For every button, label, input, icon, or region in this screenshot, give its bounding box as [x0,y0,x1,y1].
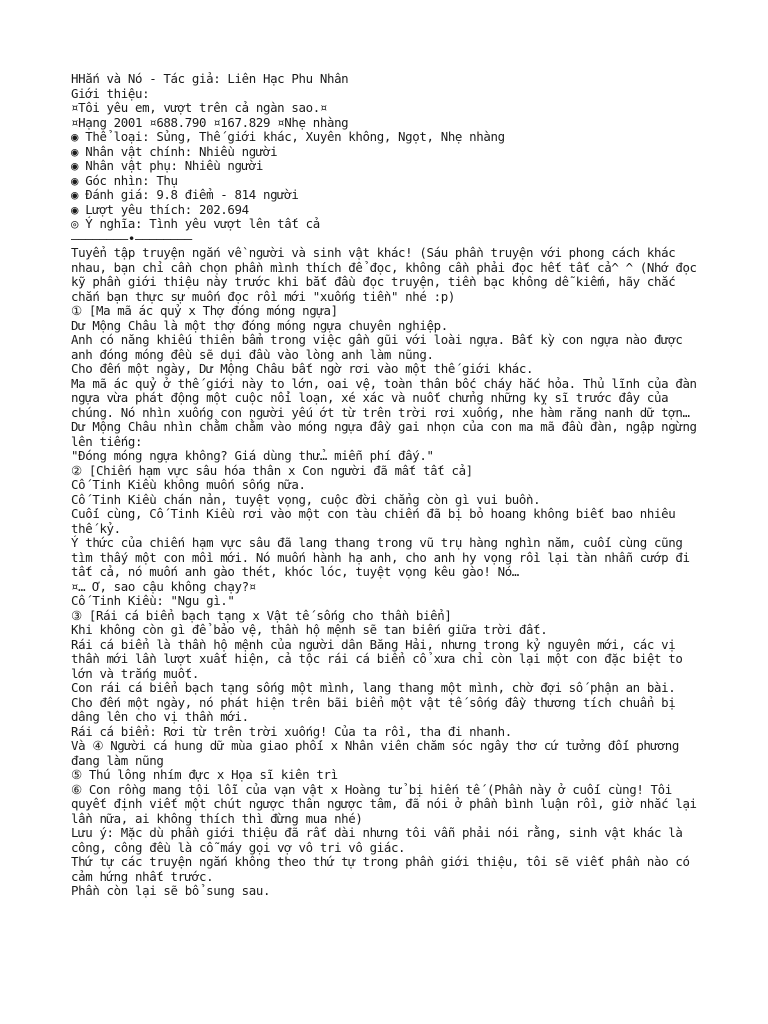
paragraph: Ý thức của chiến hạm vực sâu đã lang thang trong vũ trụ hàng nghìn năm, cuối cùng cũng tìm thấy một con mồi mới. Nó muốn hành hạ anh, cho anh hy vọng rồi lại tàn nhẫn cướp đi tất cả, nó muốn anh gào thét, khóc lóc, tuyệt vọng kêu gào! Nó… [71,535,697,579]
story-heading-1: ① [Ma mã ác quỷ x Thợ đóng móng ngựa] [71,303,338,318]
paragraph: Thứ tự các truyện ngắn không theo thứ tự trong phần giới thiệu, tôi sẽ viết phần nào có cảm hứng nhất trước. [71,854,697,884]
closing-line: Phần còn lại sẽ bổ sung sau. [71,883,271,898]
meta-genre: ◉ Thể loại: Sủng, Thế giới khác, Xuyên không, Ngọt, Nhẹ nhàng [71,129,505,144]
paragraph: Cuối cùng, Cố Tinh Kiều rơi vào một con tàu chiến đã bị bỏ hoang không biết bao nhiêu thế kỷ. [71,506,683,536]
paragraph: Cho đến một ngày, Dư Mộng Châu bất ngờ rơi vào một thế giới khác. [71,361,534,376]
story-title: HHắn và Nó - Tác giả: Liên Hạc Phu Nhân [71,71,349,86]
paragraph: Anh có năng khiếu thiên bẩm trong việc gần gũi với loài ngựa. Bất kỳ con ngựa nào được anh đóng móng đều sẽ dụi đầu vào lòng anh làm nũng. [71,332,690,362]
note-paragraph: Lưu ý: Mặc dù phần giới thiệu đã rất dài nhưng tôi vẫn phải nói rằng, sinh vật khác là công, công đều là cỗ máy gọi vợ vô tri vô giác. [71,825,690,855]
paragraph: Rái cá biển: Rơi từ trên trời xuống! Của ta rồi, tha đi nhanh. [71,723,512,739]
paragraph: Khi không còn gì để bảo vệ, thần hộ mệnh sẽ tan biến giữa trời đất. [71,622,548,637]
meta-rating: ◉ Đánh giá: 9.8 điểm - 814 người [71,187,299,202]
paragraph: Dư Mộng Châu nhìn chằm chằm vào móng ngựa đầy gai nhọn của con ma mã đầu đàn, ngập ngừng lên tiếng: [71,419,704,449]
story-heading-5: ⑤ Thú lông nhím đực x Họa sĩ kiên trì [71,767,338,782]
meta-meaning: ◎ Ý nghĩa: Tình yêu vượt lên tất cả [71,216,320,231]
document-body [71,72,703,899]
tagline: ¤Tôi yêu em, vượt trên cả ngàn sao.¤ [71,100,327,115]
paragraph: Cố Tinh Kiều chán nản, tuyệt vọng, cuộc đời chẳng còn gì vui buồn. [71,491,541,507]
story-heading-3: ③ [Rái cá biển bạch tạng x Vật tế sống cho thần biển] [71,607,452,623]
paragraph: Cố Tinh Kiều: "Ngu gì." [71,593,235,608]
paragraph: ¤… Ơ, sao cậu không chạy?¤ [71,578,256,594]
story-heading-2: ② [Chiến hạm vực sâu hóa thân x Con người đã mất tất cả] [71,462,473,478]
meta-main-characters: ◉ Nhân vật chính: Nhiều người [71,143,278,159]
meta-side-characters: ◉ Nhân vật phụ: Nhiều người [71,158,263,173]
meta-favorites: ◉ Lượt yêu thích: 202.694 [71,201,249,217]
paragraph: Tuyển tập truyện ngắn về người và sinh vật khác! (Sáu phần truyện với phong cách khác nhau, bạn chỉ cần chọn phần mình thích để đọc, không cần phải đọc hết tất cả^ ^ (Nhớ đọc kỹ phần giới thiệu này trước khi bắt đầu đọc truyện, tiền bạc không dễ kiếm, hãy chắc chắn bạn thực sự muốn đọc rồi mới "xuống tiền" nhé :p) [71,245,704,304]
paragraph: Ma mã ác quỷ ở thế giới này to lớn, oai vệ, toàn thân bốc cháy hắc hỏa. Thủ lĩnh của đàn ngựa vừa phát động một cuộc nổi loạn, xé xác và nuốt chửng những kỵ sĩ trước đây của chúng. Nó nhìn xuống con người yếu ớt từ trên trời rơi xuống, nhe hàm răng nanh dữ tợn… [71,375,704,420]
stats-line: ¤Hạng 2001 ¤688.790 ¤167.829 ¤Nhẹ nhàng [71,114,349,130]
story-heading-4: Và ④ Người cá hung dữ mùa giao phối x Nhân viên chăm sóc ngây thơ cứ tưởng đối phương đang làm nũng [71,738,687,768]
story-heading-6: ⑥ Con rồng mang tội lỗi của vạn vật x Hoàng tử bị hiến tế (Phần này ở cuối cùng! Tôi quyết định viết một chút ngược thân ngược tâm, đã nói ở phần bình luận rồi, giờ nhắc lại lần nữa, ai không thích thì đừng mua nhé) [71,781,704,826]
section-divider: ————————•———————— [71,230,192,246]
meta-point-of-view: ◉ Góc nhìn: Thụ [71,172,178,188]
intro-label: Giới thiệu: [71,85,150,101]
paragraph: Cố Tinh Kiều không muốn sống nữa. [71,477,306,492]
paragraph: Con rái cá biển bạch tạng sống một mình, lang thang một mình, chờ đợi số phận an bài. Cho đến một ngày, nó phát hiện trên bãi biển một vật tế sống đầy thương tích chuẩn bị dâng lên cho vị thần mới. [71,680,683,724]
paragraph: "Đóng móng ngựa không? Giá dùng thử… miễn phí đấy." [71,448,434,463]
paragraph: Rái cá biển là thần hộ mệnh của người dân Băng Hải, nhưng trong kỷ nguyên mới, các vị thần mới lần lượt xuất hiện, cả tộc rái cá biển cổ xưa chỉ còn lại một con đặc biệt to lớn và trắng muốt. [71,636,690,681]
paragraph: Dư Mộng Châu là một thợ đóng móng ngựa chuyên nghiệp. [71,317,448,333]
